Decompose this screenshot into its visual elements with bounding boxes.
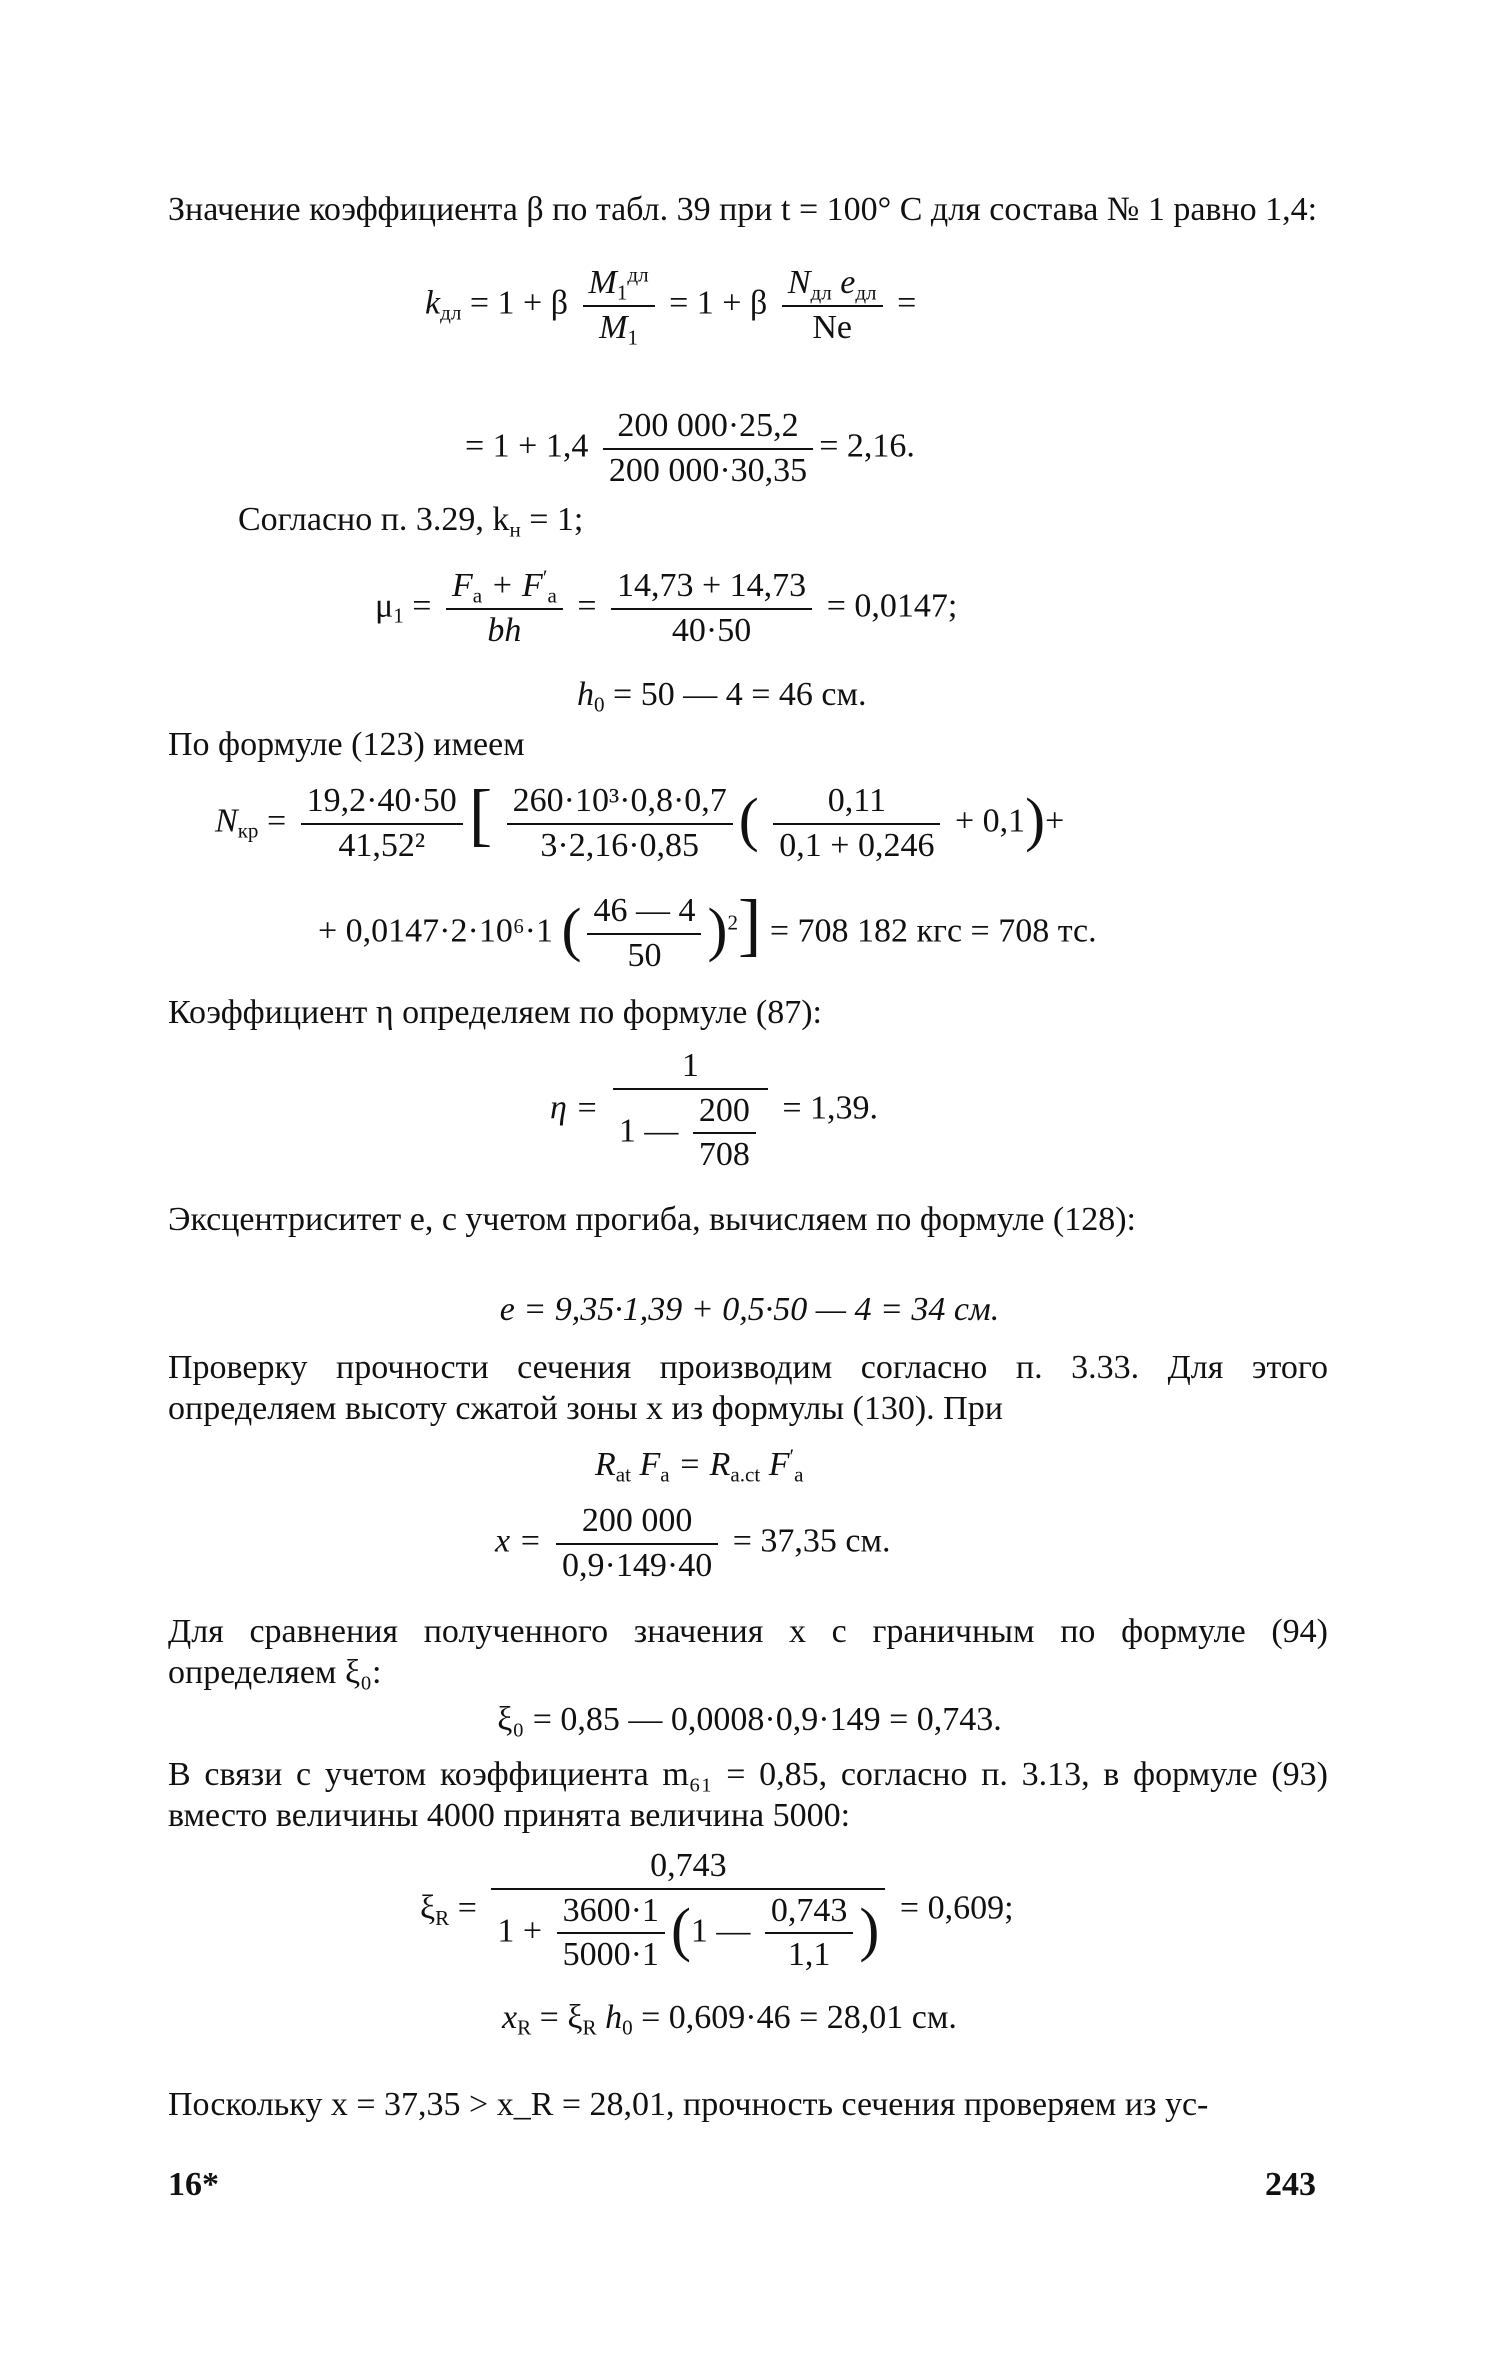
fraction-x <box>556 1500 718 1587</box>
equation-kdl-line1 <box>425 262 916 349</box>
fraction-nkr-main <box>507 780 733 867</box>
fraction-denominator <box>491 1890 885 1977</box>
equation-result: = 1,39. <box>773 1089 878 1127</box>
subscript: 1 <box>616 280 628 305</box>
fraction-mu-values <box>611 565 812 652</box>
paren-open: ( <box>670 1895 691 1962</box>
equation-eta <box>550 1045 878 1177</box>
fraction-numerator: 46 — 4 <box>587 890 701 935</box>
equation-result: = 37,35 см. <box>724 1522 891 1560</box>
fraction-kdl-values <box>603 405 813 492</box>
fraction-nkr-factor <box>301 780 463 867</box>
paragraph-eccentricity: Эксцентриситет e, с учетом прогиба, вычисляем по формуле (128): <box>168 1201 1137 1238</box>
subscript: 0 <box>594 692 605 717</box>
equation-part: = <box>888 284 917 322</box>
symbol-eta: η = <box>550 1089 607 1127</box>
fraction-numerator <box>446 565 563 610</box>
equation-part: + 0,1 <box>946 802 1026 840</box>
equation-part: = 1 + β <box>660 284 768 322</box>
fraction-numerator: 19,2·40·50 <box>301 780 463 825</box>
fraction-ratio-3600-5000 <box>557 1890 665 1977</box>
subscript: at <box>615 1462 631 1487</box>
fraction-denominator: 41,52² <box>338 826 426 864</box>
fraction-denominator <box>583 307 655 350</box>
bracket-close: ] <box>738 886 762 964</box>
page-number: 243 <box>1265 2166 1316 2203</box>
fraction-denominator: 1,1 <box>787 1936 831 1973</box>
fraction-numerator <box>583 262 655 307</box>
paren-close: ) <box>1025 786 1046 853</box>
subscript: a <box>660 1462 670 1487</box>
plus-sign: + <box>1045 802 1065 840</box>
subscript: дл <box>810 280 832 305</box>
fraction-numerator: 260·10³·0,8·0,7 <box>507 780 733 825</box>
superscript: дл <box>627 262 649 287</box>
equation-xr <box>502 1998 957 2039</box>
equation-result: = 708 182 кгс = 708 тс. <box>761 912 1097 950</box>
subscript: 1 <box>627 324 638 349</box>
paragraph-comparison: Для сравнения полученного значения x с граничным по формуле (94) определяем ξ₀: <box>168 1613 1328 1691</box>
equals: = <box>449 1889 486 1927</box>
subscript: 1 <box>393 603 404 628</box>
symbol-m: M <box>599 308 628 346</box>
subscript: R <box>582 2015 597 2040</box>
paren-open: ( <box>561 896 582 963</box>
equation-result: = 50 — 4 = 46 см. <box>604 676 867 713</box>
fraction-numerator: 14,73 + 14,73 <box>611 565 812 610</box>
subscript: R <box>435 1905 450 1930</box>
subscript: R <box>517 2015 532 2040</box>
exponent-square: 2 <box>727 910 739 935</box>
paragraph-kn <box>238 500 583 541</box>
prime: ′ <box>789 1444 795 1469</box>
text: 1 + <box>497 1911 551 1949</box>
equation-result: = 0,0147; <box>818 587 958 625</box>
subscript: a <box>547 583 557 608</box>
paragraph-formula-123: По формуле (123) имеем <box>168 726 525 763</box>
fraction-numerator: 0,11 <box>773 780 940 825</box>
text: Согласно п. 3.29, k <box>238 501 510 538</box>
fraction-m1dl-over-m1 <box>583 262 655 349</box>
fraction-depth-ratio <box>587 890 701 977</box>
equation-part: = ξ <box>531 1999 583 2036</box>
symbol-n: N <box>215 802 238 840</box>
fraction-nested <box>693 1090 756 1177</box>
fraction-numerator <box>782 262 883 307</box>
fraction-denominator: 5000·1 <box>562 1936 659 1973</box>
paragraph-strength-check: Проверку прочности сечения производим согласно п. 3.33. Для этого определяем высоту сжатой зоны x из формулы (130). При <box>168 1349 1328 1427</box>
subscript-dl: дл <box>440 300 462 325</box>
fraction-numerator: 0,743 <box>765 1890 854 1935</box>
subscript-n: н <box>509 517 521 542</box>
equation-rat <box>595 1445 803 1486</box>
fraction-eta <box>613 1045 768 1177</box>
paragraph-eta: Коэффициент η определяем по формуле (87): <box>168 994 822 1031</box>
paragraph-beta-coefficient: Значение коэффициента β по табл. 39 при t = 100° С для состава № 1 равно 1,4: <box>168 191 1318 228</box>
symbol-f: + F <box>482 567 543 604</box>
equation-nkr-line1 <box>215 776 1065 867</box>
fraction-numerator: 0,743 <box>491 1845 885 1890</box>
equation-x <box>495 1500 890 1587</box>
subscript: 0 <box>622 2015 633 2040</box>
fraction-numerator: 200 000·25,2 <box>603 405 813 450</box>
fraction-numerator: 1 <box>613 1045 768 1090</box>
fraction-denominator: 40·50 <box>671 611 752 649</box>
fraction-denominator: 50 <box>627 936 662 974</box>
symbol-r: = R <box>669 1446 731 1483</box>
fraction-numerator: 3600·1 <box>557 1890 665 1935</box>
symbol-xi: ξ <box>420 1889 436 1927</box>
fraction-denominator: 3·2,16·0,85 <box>540 826 700 864</box>
fraction-numerator: 200 000 <box>556 1500 718 1545</box>
equation-xi0: ξ₀ = 0,85 — 0,0008·0,9·149 = 0,743. <box>497 1701 1002 1738</box>
symbol-k: k <box>425 284 441 322</box>
equation-part: = 1 + β <box>461 284 568 322</box>
subscript: дл <box>855 280 877 305</box>
fraction-denominator: 0,9·149·40 <box>562 1546 713 1584</box>
symbol-x: x <box>502 1999 518 2036</box>
paren-open: ( <box>738 786 759 853</box>
paragraph-coefficient-m: В связи с учетом коэффициента m₆₁ = 0,85, согласно п. 3.13, в формуле (93) вместо величины 4000 принята величина 5000: <box>168 1756 1328 1834</box>
symbol-r: R <box>595 1446 616 1483</box>
text: = 1; <box>520 501 584 538</box>
symbol-h: h <box>596 1999 623 2036</box>
fraction-denominator: Ne <box>812 308 852 346</box>
equation-xir <box>420 1845 1014 1977</box>
bracket-open: [ <box>468 776 493 854</box>
text: 1 — <box>690 1911 759 1949</box>
paren-close: ) <box>859 1895 880 1962</box>
fraction-denominator: 0,1 + 0,246 <box>779 826 935 864</box>
symbol-n: N <box>787 264 811 301</box>
symbol-e: e <box>840 264 856 301</box>
subscript: a <box>794 1462 804 1487</box>
fraction-area-over-bh <box>446 565 563 652</box>
equation-kdl-line2 <box>465 405 915 492</box>
equation-result: = 0,609·46 = 28,01 см. <box>632 1999 957 2036</box>
symbol-mu: μ <box>375 587 394 625</box>
subscript: a <box>472 583 483 608</box>
fraction-nedl-over-ne <box>782 262 883 349</box>
symbol-f: F <box>451 567 473 604</box>
prime: ′ <box>542 565 548 590</box>
equation-h0 <box>577 675 867 716</box>
equation-mu1: $\mu_1$ = $\frac{F_a + F'_a}{bh}$ = $\frac{14,73 + 14,73}{40\cdot 50}$ = 0,0147; <box>375 565 957 652</box>
fraction-denominator: 200 000·30,35 <box>608 451 808 489</box>
symbol-m: M <box>588 264 617 301</box>
fraction-numerator: 200 <box>693 1090 756 1135</box>
symbol-x: x = <box>495 1522 551 1560</box>
fraction-denominator: 708 <box>698 1136 750 1173</box>
equation-part: + 0,0147·2·10⁶·1 <box>318 912 553 950</box>
equals: = <box>568 587 605 625</box>
equation-nkr-line2 <box>318 886 1097 977</box>
symbol-h: h <box>577 676 594 713</box>
equation-e: e = 9,35·1,39 + 0,5·50 — 4 = 34 см. <box>499 1291 1000 1328</box>
fraction-denominator <box>613 1090 768 1177</box>
paren-close: ) <box>707 896 728 963</box>
fraction-xir <box>491 1845 885 1977</box>
equation-result: = 0,609; <box>891 1889 1014 1927</box>
symbol-f: F <box>631 1446 661 1483</box>
subscript: кр <box>237 818 259 843</box>
equals: = <box>258 802 295 840</box>
text: 1 — <box>618 1111 679 1149</box>
fraction-denominator: bh <box>487 611 522 649</box>
equation-part: = 1 + 1,4 <box>465 427 589 465</box>
symbol-f: F <box>760 1446 790 1483</box>
fraction-ratio-0743-11 <box>765 1890 854 1977</box>
paragraph-conclusion: Поскольку x = 37,35 > x_R = 28,01, прочность сечения проверяем из ус- <box>168 2086 1209 2123</box>
footer-signature-mark: 16* <box>168 2166 219 2203</box>
equation-result: = 2,16. <box>819 427 915 465</box>
fraction-nkr-inner <box>773 780 940 867</box>
subscript: a.ct <box>730 1462 761 1487</box>
